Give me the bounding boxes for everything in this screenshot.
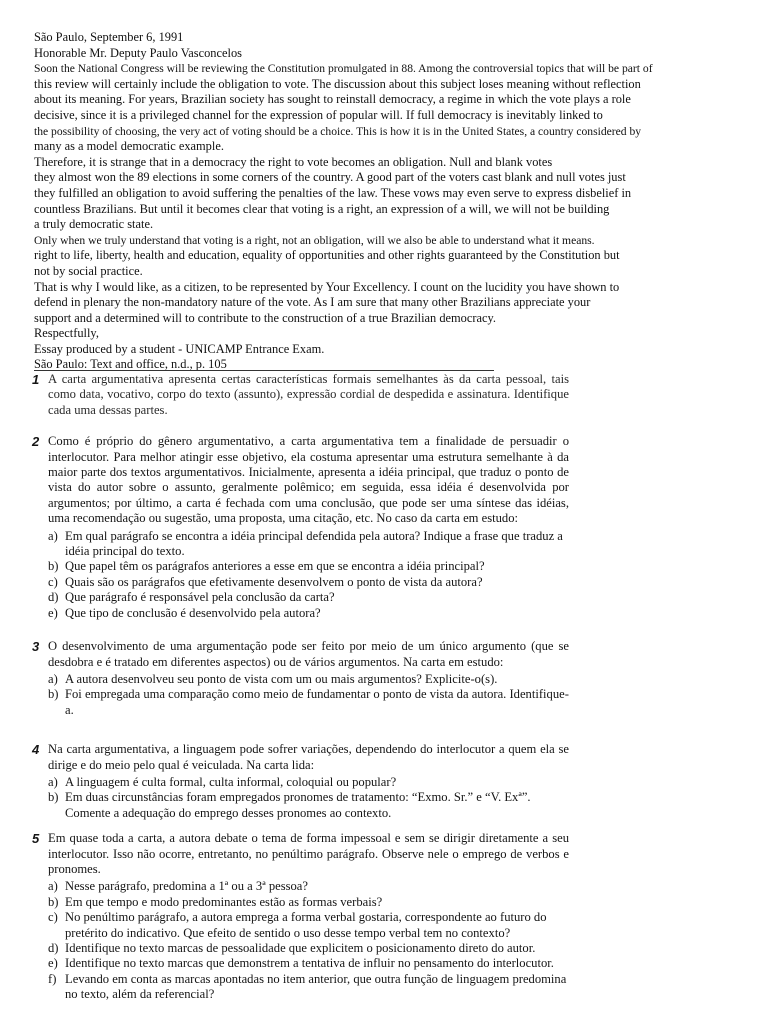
item-marker: c) bbox=[48, 910, 58, 925]
letter-date: São Paulo, September 6, 1991 bbox=[34, 30, 184, 44]
question-item bbox=[48, 590, 569, 605]
question-3 bbox=[34, 639, 569, 718]
question-items bbox=[48, 879, 569, 1002]
item-marker: b) bbox=[48, 687, 59, 702]
letter-paragraph-2-line: a truly democratic state. bbox=[34, 217, 154, 232]
question-stem: A carta argumentativa apresenta certas características formais semelhantes às da carta pessoal, tais como data, vocativo, corpo do texto (assunto), expressão cordial de despedida e assinatura. Identifique cada uma dessas partes. bbox=[48, 372, 569, 417]
item-text: Em duas circunstâncias foram empregados pronomes de tratamento: “Exmo. Sr.” e “V. Exª”. Comente a adequação do emprego desses pronomes ao contexto. bbox=[65, 790, 531, 820]
letter-paragraph-1-line: Soon the National Congress will be reviewing the Constitution promulgated in 88. Among the controversial topics that will be part of bbox=[34, 62, 653, 76]
section-divider bbox=[34, 370, 494, 371]
item-marker: e) bbox=[48, 605, 58, 620]
item-marker: a) bbox=[48, 879, 58, 894]
item-marker: c) bbox=[48, 574, 58, 589]
letter-closing: Respectfully, bbox=[34, 326, 99, 341]
item-text: Identifique no texto marcas que demonstrem a tentativa de influir no pensamento do interlocutor. bbox=[65, 956, 554, 971]
question-item bbox=[48, 790, 569, 821]
question-stem: Na carta argumentativa, a linguagem pode sofrer variações, dependendo do interlocutor a quem ela se dirige e do meio pelo qual é veiculada. Na carta lida: bbox=[48, 742, 569, 772]
letter-credit: Essay produced by a student - UNICAMP Entrance Exam. bbox=[34, 341, 325, 356]
item-text: Identifique no texto marcas de pessoalidade que explicitem o posicionamento direto do autor. bbox=[65, 941, 536, 955]
question-stem: Como é próprio do gênero argumentativo, a carta argumentativa tem a finalidade de persuadir o interlocutor. Para melhor atingir esse objetivo, ela costuma apresentar uma estrutura semelhante à da maior parte dos textos argumentativos. Inicialmente, apresenta a idéia principal, que traduz o ponto de vista do autor sobre o assunto, geralmente polêmico; em seguida, essa idéia é desenvolvida por argumentos; por último, a carta é fechada com uma conclusão, que pode ser uma síntese das idéias, uma recomendação ou sugestão, uma proposta, uma citação, etc. No caso da carta em estudo: bbox=[48, 434, 569, 526]
item-text: Em que tempo e modo predominantes estão as formas verbais? bbox=[65, 894, 383, 909]
item-marker: d) bbox=[48, 590, 59, 605]
question-item bbox=[48, 956, 569, 971]
letter-source: São Paulo: Text and office, n.d., p. 105 bbox=[34, 357, 227, 372]
question-number: 1 bbox=[32, 372, 40, 387]
question-item bbox=[48, 606, 569, 621]
question-2 bbox=[34, 434, 569, 621]
item-marker: b) bbox=[48, 559, 59, 574]
question-item bbox=[48, 972, 569, 1003]
letter-paragraph-3-line: right to life, liberty, health and education, equality of opportunities and other rights guaranteed by the Constitution but bbox=[34, 248, 620, 263]
question-item bbox=[48, 687, 569, 718]
item-text: Que parágrafo é responsável pela conclusão da carta? bbox=[65, 590, 335, 605]
question-number: 4 bbox=[32, 742, 40, 758]
item-text: Em qual parágrafo se encontra a idéia principal defendida pela autora? Indique a frase que traduz a idéia principal do texto. bbox=[65, 528, 563, 559]
question-5 bbox=[34, 831, 569, 1002]
exercise-list bbox=[34, 372, 569, 1003]
question-stem: O desenvolvimento de uma argumentação pode ser feito por meio de um único argumento (que se desdobra e é tratado em diferentes aspectos) ou de vários argumentos. Na carta em estudo: bbox=[48, 639, 569, 669]
item-text: Levando em conta as marcas apontadas no item anterior, que outra função de linguagem predomina no texto, além da referencial? bbox=[65, 971, 567, 1002]
question-item bbox=[48, 559, 569, 574]
letter-paragraph-2-line: they fulfilled an obligation to avoid suffering the penalties of the law. These vows may even serve to express disbelief in bbox=[34, 185, 632, 200]
item-text: A linguagem é culta formal, culta informal, coloquial ou popular? bbox=[65, 774, 397, 789]
letter-paragraph-2-line: they almost won the 89 elections in some corners of the country. A good part of the voters cast blank and null votes just bbox=[34, 170, 626, 185]
item-text: Nesse parágrafo, predomina a 1ª ou a 3ª pessoa? bbox=[65, 879, 308, 894]
item-text: Quais são os parágrafos que efetivamente desenvolvem o ponto de vista da autora? bbox=[65, 574, 483, 589]
question-4 bbox=[34, 742, 569, 821]
question-1 bbox=[34, 372, 569, 418]
item-marker: b) bbox=[48, 894, 59, 909]
question-items bbox=[48, 672, 569, 718]
question-items bbox=[48, 529, 569, 621]
question-items bbox=[48, 775, 569, 821]
item-marker: a) bbox=[48, 528, 58, 543]
question-item bbox=[48, 575, 569, 590]
item-text: No penúltimo parágrafo, a autora emprega a forma verbal gostaria, correspondente ao futuro do pretérito do indicativo. Que efeito de sentido o uso desse tempo verbal tem no contexto? bbox=[65, 910, 547, 940]
item-text: Foi empregada uma comparação como meio de fundamentar o ponto de vista da autora. Identifique-a. bbox=[65, 687, 569, 717]
item-marker: a) bbox=[48, 774, 58, 789]
letter-paragraph-3-line: Only when we truly understand that voting is a right, not an obligation, will we also be able to understand what it means. bbox=[34, 233, 595, 247]
question-stem: Em quase toda a carta, a autora debate o tema de forma impessoal e sem se dirigir diretamente a seu interlocutor. Isso não ocorre, entretanto, no penúltimo parágrafo. Observe nele o emprego de verbos e pronomes. bbox=[48, 831, 569, 876]
letter-paragraph-1-line: this review will certainly include the obligation to vote. The discussion about this subject loses meaning without reflection bbox=[34, 76, 641, 91]
question-item bbox=[48, 672, 569, 687]
question-item bbox=[48, 895, 569, 910]
question-number: 2 bbox=[32, 434, 40, 450]
item-marker: a) bbox=[48, 671, 58, 686]
question-number: 5 bbox=[32, 831, 40, 847]
item-marker: b) bbox=[48, 790, 59, 805]
letter-paragraph-1-line: the possibility of choosing, the very act of voting should be a choice. This is how it is in the United States, a country considered by bbox=[34, 124, 642, 138]
item-text: Que papel têm os parágrafos anteriores a esse em que se encontra a idéia principal? bbox=[65, 559, 485, 574]
letter-paragraph-1-line: about its meaning. For years, Brazilian society has sought to reinstall democracy, a regime in which the vote plays a role bbox=[34, 92, 631, 107]
item-marker: f) bbox=[48, 971, 57, 986]
letter-paragraph-3-line: not by social practice. bbox=[34, 263, 143, 278]
letter-paragraph-4-line: That is why I would like, as a citizen, to be represented by Your Excellency. I count on the lucidity you have shown to bbox=[34, 279, 620, 294]
item-marker: e) bbox=[48, 956, 58, 971]
question-item bbox=[48, 941, 569, 956]
item-text: Que tipo de conclusão é desenvolvido pela autora? bbox=[65, 605, 321, 620]
letter-paragraph-1-line: decisive, since it is a privileged channel for the expression of popular will. If full democracy is inevitably linked to bbox=[34, 107, 603, 122]
letter-paragraph-4-line: defend in plenary the non-mandatory nature of the vote. As I am sure that many other Brazilians appreciate your bbox=[34, 295, 591, 310]
item-text: A autora desenvolveu seu ponto de vista com um ou mais argumentos? Explicite-o(s). bbox=[65, 671, 498, 686]
letter-salutation: Honorable Mr. Deputy Paulo Vasconcelos bbox=[34, 45, 242, 60]
question-item bbox=[48, 775, 569, 790]
letter-paragraph-2-line: Therefore, it is strange that in a democracy the right to vote becomes an obligation. Null and blank votes bbox=[34, 154, 553, 169]
question-item bbox=[48, 910, 569, 941]
translated-letter bbox=[34, 30, 734, 373]
question-number: 3 bbox=[32, 639, 40, 655]
item-marker: d) bbox=[48, 941, 59, 955]
question-item bbox=[48, 529, 569, 560]
letter-paragraph-2-line: countless Brazilians. But until it becomes clear that voting is a right, an expression of a will, we will not be building bbox=[34, 201, 610, 216]
letter-paragraph-4-line: support and a determined will to contribute to the construction of a true Brazilian democracy. bbox=[34, 310, 496, 325]
letter-paragraph-1-line: many as a model democratic example. bbox=[34, 139, 224, 154]
question-item bbox=[48, 879, 569, 894]
